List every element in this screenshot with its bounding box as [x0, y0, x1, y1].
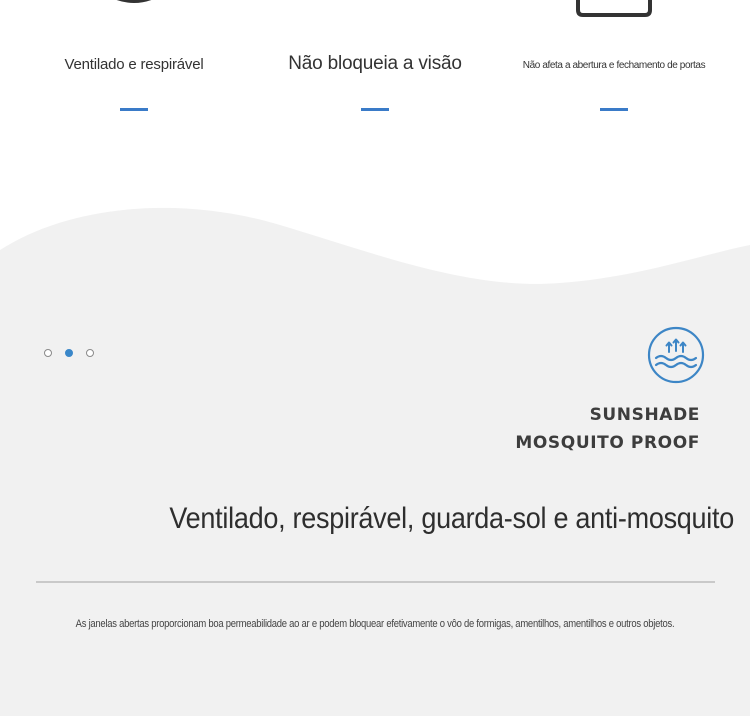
feature-door-operation [510, 0, 718, 130]
tagline-sunshade: SUNSHADE [589, 405, 700, 425]
carousel-dot-3[interactable] [86, 349, 94, 357]
carousel-dot-2[interactable] [65, 349, 73, 357]
feature-no-vision-block [275, 0, 475, 130]
feature-underline [361, 108, 389, 111]
feature-label: Ventilado e respirável [64, 56, 204, 73]
section-description: As janelas abertas proporcionam boa permeabilidade ao ar e podem bloquear efetivamente o vôo de formigas, amentilhos, amentilhos e outros objetos. [75, 618, 675, 630]
tagline-mosquito-proof: MOSQUITO PROOF [515, 433, 700, 453]
feature-underline [600, 108, 628, 111]
divider [36, 581, 715, 583]
feature-label: Não bloqueia a visão [288, 53, 462, 74]
feature-underline [120, 108, 148, 111]
carousel-dot-1[interactable] [44, 349, 52, 357]
fan-icon [104, 0, 164, 6]
feature-ventilated [34, 0, 234, 130]
carousel-pagination [44, 349, 94, 357]
section-headline: Ventilado, respirável, guarda-sol e anti-mosquito [169, 502, 734, 535]
door-icon [576, 0, 652, 18]
feature-label: Não afeta a abertura e fechamento de portas [522, 60, 706, 71]
water-wave-arrows-icon [647, 326, 705, 384]
